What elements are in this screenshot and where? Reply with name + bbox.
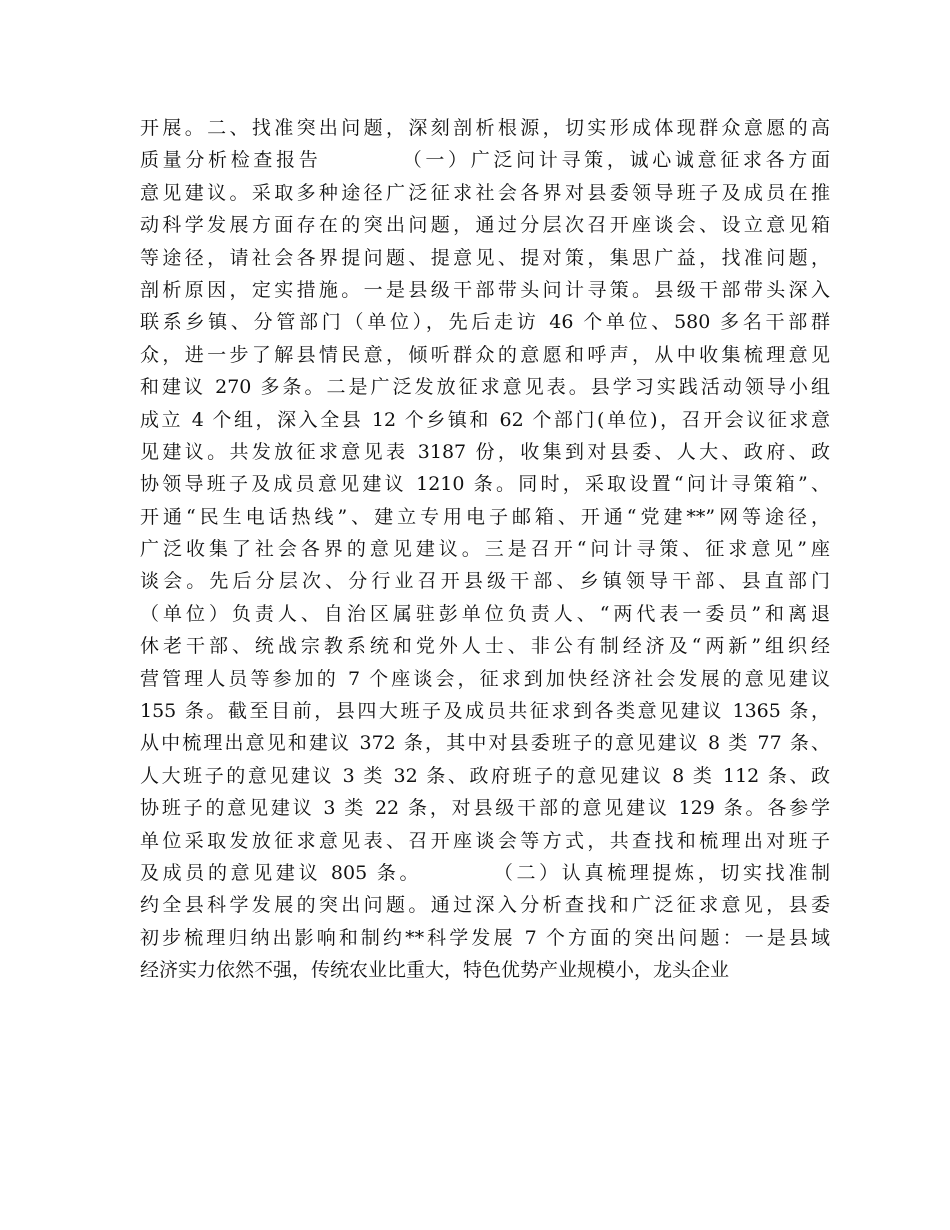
text-line: 见建议。共发放征求意见表 3187 份，收集到对县委、人大、政府、政	[140, 440, 830, 463]
text-line: 单位采取发放征求意见表、召开座谈会等方式，共查找和梳理出对班子	[140, 829, 830, 852]
text-line: 开通“民生电话热线”、建立专用电子邮箱、开通“党建**”网等途径，	[140, 505, 830, 528]
text-line: 剖析原因，定实措施。一是县级干部带头问计寻策。县级干部带头深入	[140, 278, 830, 301]
text-line: 众，进一步了解县情民意，倾听群众的意愿和呼声，从中收集梳理意见	[140, 343, 830, 366]
text-line: 广泛收集了社会各界的意见建议。三是召开“问计寻策、征求意见”座	[140, 538, 830, 561]
text-line: 意见建议。采取多种途径广泛征求社会各界对县委领导班子及成员在推	[140, 181, 830, 204]
text-line: 人大班子的意见建议 3 类 32 条、政府班子的意见建议 8 类 112 条、政	[140, 764, 830, 787]
body-text	[140, 112, 830, 987]
text-line: 动科学发展方面存在的突出问题，通过分层次召开座谈会、设立意见箱	[140, 214, 830, 237]
text-line: 经济实力依然不强，传统农业比重大，特色优势产业规模小，龙头企业	[140, 959, 730, 982]
text-line: 约全县科学发展的突出问题。通过深入分析查找和广泛征求意见，县委	[140, 894, 830, 917]
text-line: 初步梳理归纳出影响和制约**科学发展 7 个方面的突出问题：一是县域	[140, 926, 830, 949]
text-line: 协领导班子及成员意见建议 1210 条。同时，采取设置“问计寻策箱”、	[140, 473, 830, 496]
text-line: （单位）负责人、自治区属驻彭单位负责人、“两代表一委员”和离退	[140, 602, 830, 625]
text-line: 开展。二、找准突出问题，深刻剖析根源，切实形成体现群众意愿的高	[140, 117, 830, 139]
text-line: 155 条。截至目前，县四大班子及成员共征求到各类意见建议 1365 条，	[140, 700, 830, 723]
text-line: 及成员的意见建议 805 条。 （二）认真梳理提炼，切实找准制	[140, 861, 830, 884]
text-line: 休老干部、统战宗教系统和党外人士、非公有制经济及“两新”组织经	[140, 635, 830, 658]
text-line: 协班子的意见建议 3 类 22 条，对县级干部的意见建议 129 条。各参学	[140, 797, 830, 820]
text-line: 联系乡镇、分管部门（单位），先后走访 46 个单位、580 多名干部群	[140, 311, 830, 334]
text-line: 谈会。先后分层次、分行业召开县级干部、乡镇领导干部、县直部门	[140, 570, 830, 593]
text-line: 营管理人员等参加的 7 个座谈会，征求到加快经济社会发展的意见建议	[140, 667, 830, 690]
text-line: 质量分析检查报告 （一）广泛问计寻策，诚心诚意征求各方面	[140, 149, 830, 172]
text-line: 成立 4 个组，深入全县 12 个乡镇和 62 个部门(单位)，召开会议征求意	[140, 408, 830, 431]
text-line: 和建议 270 多条。二是广泛发放征求意见表。县学习实践活动领导小组	[140, 376, 830, 399]
text-line: 从中梳理出意见和建议 372 条，其中对县委班子的意见建议 8 类 77 条、	[140, 732, 830, 755]
text-line: 等途径，请社会各界提问题、提意见、提对策，集思广益，找准问题，	[140, 246, 830, 269]
